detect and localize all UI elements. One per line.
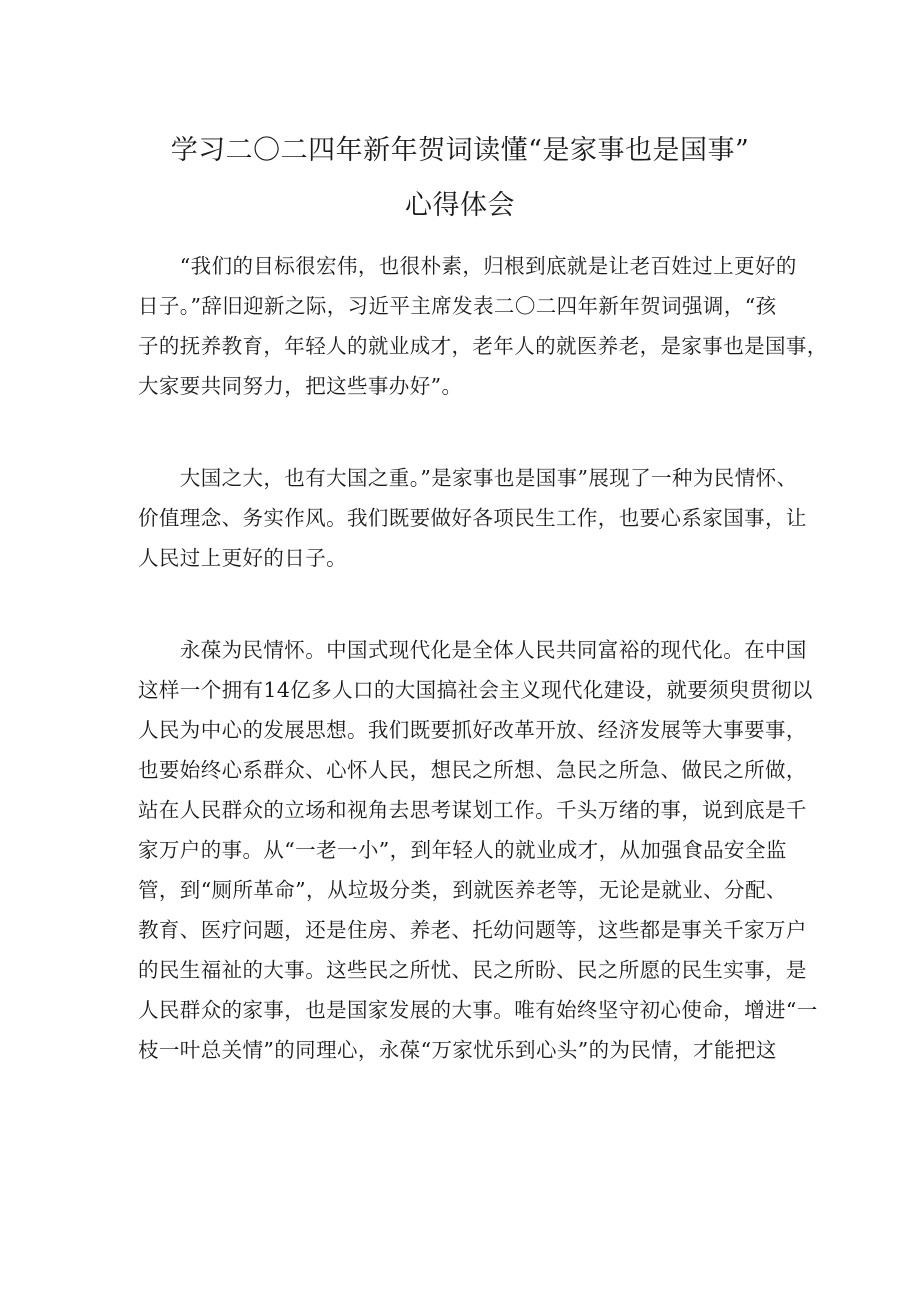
text-line: 的民生福祉的大事。这些民之所忧、民之所盼、民之所愿的民生实事，是 [138, 958, 807, 982]
paragraph-2 [138, 458, 807, 578]
text-line: 人民为中心的发展思想。我们既要抓好改革开放、经济发展等大事要事， [138, 718, 807, 742]
text-line: 管，到“厕所革命”，从垃圾分类，到就医养老等，无论是就业、分配、 [138, 878, 787, 902]
text-line: 也要始终心系群众、心怀人民，想民之所想、急民之所急、做民之所做， [138, 758, 807, 782]
paragraph-3 [138, 630, 818, 1070]
text-line: 价值理念、务实作风。我们既要做好各项民生工作，也要心系家国事，让 [138, 506, 807, 530]
text-line: 子的抚养教育，年轻人的就业成才，老年人的就医养老，是家事也是国事， [138, 334, 828, 358]
text-line: 人民群众的家事，也是国家发展的大事。唯有始终坚守初心使命，增进“一 [138, 998, 818, 1022]
text-line: 大家要共同努力，把这些事办好”。 [138, 374, 463, 398]
text-line: 这样一个拥有14亿多人口的大国搞社会主义现代化建设，就要须臾贯彻以 [138, 678, 813, 702]
text-line: 站在人民群众的立场和视角去思考谋划工作。千头万绪的事，说到底是千 [138, 798, 807, 822]
document-title-line1: 学习二〇二四年新年贺词读懂“是家事也是国事” [170, 135, 750, 166]
text-line: “我们的目标很宏伟，也很朴素，归根到底就是让老百姓过上更好的 [138, 254, 797, 278]
text-line: 家万户的事。从“一老一小”，到年轻人的就业成才，从加强食品安全监 [138, 838, 787, 862]
text-line: 日子。”辞旧迎新之际，习近平主席发表二〇二四年新年贺词强调，“孩 [138, 294, 777, 318]
text-line: 枝一叶总关情”的同理心，永葆“万家忧乐到心头”的为民情，才能把这 [138, 1038, 777, 1062]
text-line: 永葆为民情怀。中国式现代化是全体人民共同富裕的现代化。在中国 [138, 638, 807, 662]
text-line: 大国之大，也有大国之重。”是家事也是国事”展现了一种为民情怀、 [138, 466, 798, 490]
text-line: 人民过上更好的日子。 [138, 546, 347, 570]
document-title-line2: 心得体会 [405, 190, 515, 221]
paragraph-1 [138, 246, 828, 406]
text-line: 教育、医疗问题，还是住房、养老、托幼问题等，这些都是事关千家万户 [138, 918, 807, 942]
